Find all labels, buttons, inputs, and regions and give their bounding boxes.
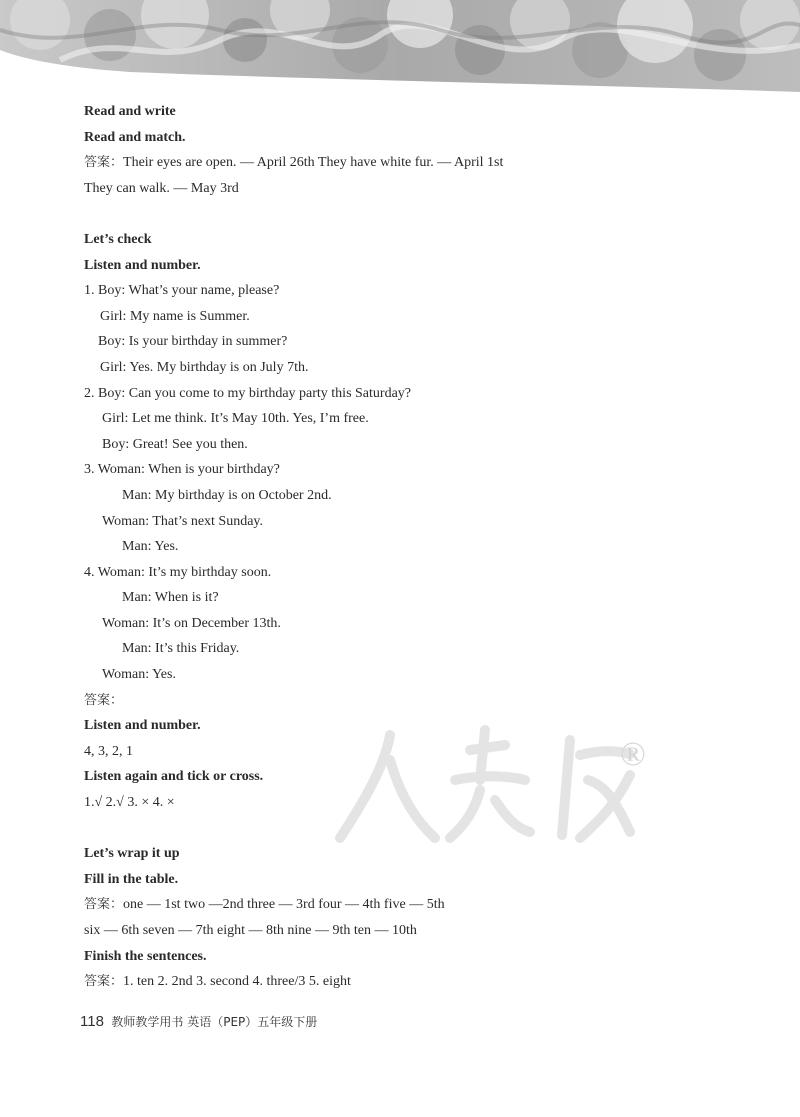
- text-line: Boy: Is your birthday in summer?: [98, 334, 288, 350]
- answer-key-content: [84, 99, 764, 995]
- book-title: 教师教学用书 英语（PEP）五年级下册: [111, 1015, 318, 1029]
- page-footer: [80, 1013, 317, 1031]
- answer-line: [84, 892, 764, 918]
- answer-label: 答案：: [84, 692, 124, 708]
- text-line: Man: Yes.: [122, 539, 179, 555]
- page-number: 118: [80, 1013, 104, 1030]
- text-line: Woman: It’s on December 13th.: [102, 615, 281, 631]
- text-line: Man: My birthday is on October 2nd.: [122, 487, 332, 503]
- answer-label: 答案：: [84, 897, 124, 913]
- exercise-title: Listen and number.: [84, 718, 201, 734]
- registered-mark: ®: [620, 736, 646, 773]
- answer-text: Their eyes are open. — April 26th They have white fur. — April 1st: [123, 155, 504, 171]
- section-heading: Let’s check: [84, 231, 152, 247]
- answer-text: 1. ten 2. 2nd 3. second 4. three/3 5. eight: [123, 974, 351, 990]
- exercise-title: Fill in the table.: [84, 871, 179, 887]
- answer-line: [84, 150, 764, 176]
- text-line: Boy: Great! See you then.: [102, 436, 248, 452]
- text-line: They can walk. — May 3rd: [84, 180, 239, 196]
- section-gap: [84, 816, 764, 842]
- answer-line: [84, 688, 764, 714]
- answer-label: 答案：: [84, 974, 124, 990]
- text-line: 3. Woman: When is your birthday?: [84, 462, 280, 478]
- text-line: Woman: Yes.: [102, 667, 176, 683]
- text-line: Man: When is it?: [122, 590, 219, 606]
- exercise-title: Read and match.: [84, 129, 186, 145]
- answer-text: one — 1st two —2nd three — 3rd four — 4th five — 5th: [123, 897, 445, 913]
- answer-line: [84, 969, 764, 995]
- text-line: Woman: That’s next Sunday.: [102, 513, 264, 529]
- text-line: six — 6th seven — 7th eight — 8th nine — 9th ten — 10th: [84, 923, 417, 938]
- header-banner-image: [0, 0, 800, 92]
- watermark-text: 人教版: [330, 720, 333, 721]
- exercise-title: Finish the sentences.: [84, 948, 207, 964]
- exercise-title: Listen and number.: [84, 257, 201, 273]
- text-line: Girl: My name is Summer.: [100, 308, 250, 324]
- text-line: Girl: Yes. My birthday is on July 7th.: [100, 359, 309, 375]
- section-heading: Let’s wrap it up: [84, 846, 180, 862]
- text-line: Man: It’s this Friday.: [122, 641, 240, 657]
- text-line: 4, 3, 2, 1: [84, 743, 133, 759]
- text-line: 1. Boy: What’s your name, please?: [84, 283, 280, 299]
- section-heading: Read and write: [84, 104, 176, 119]
- exercise-title: Listen again and tick or cross.: [84, 769, 264, 785]
- text-line: 2. Boy: Can you come to my birthday party this Saturday?: [84, 385, 412, 401]
- floral-banner-graphic: [0, 0, 800, 92]
- text-line: 4. Woman: It’s my birthday soon.: [84, 564, 272, 580]
- text-line: 1.√ 2.√ 3. × 4. ×: [84, 795, 175, 811]
- section-gap: [84, 201, 764, 227]
- text-line: Girl: Let me think. It’s May 10th. Yes, I’m free.: [102, 411, 369, 427]
- answer-label: 答案：: [84, 155, 124, 171]
